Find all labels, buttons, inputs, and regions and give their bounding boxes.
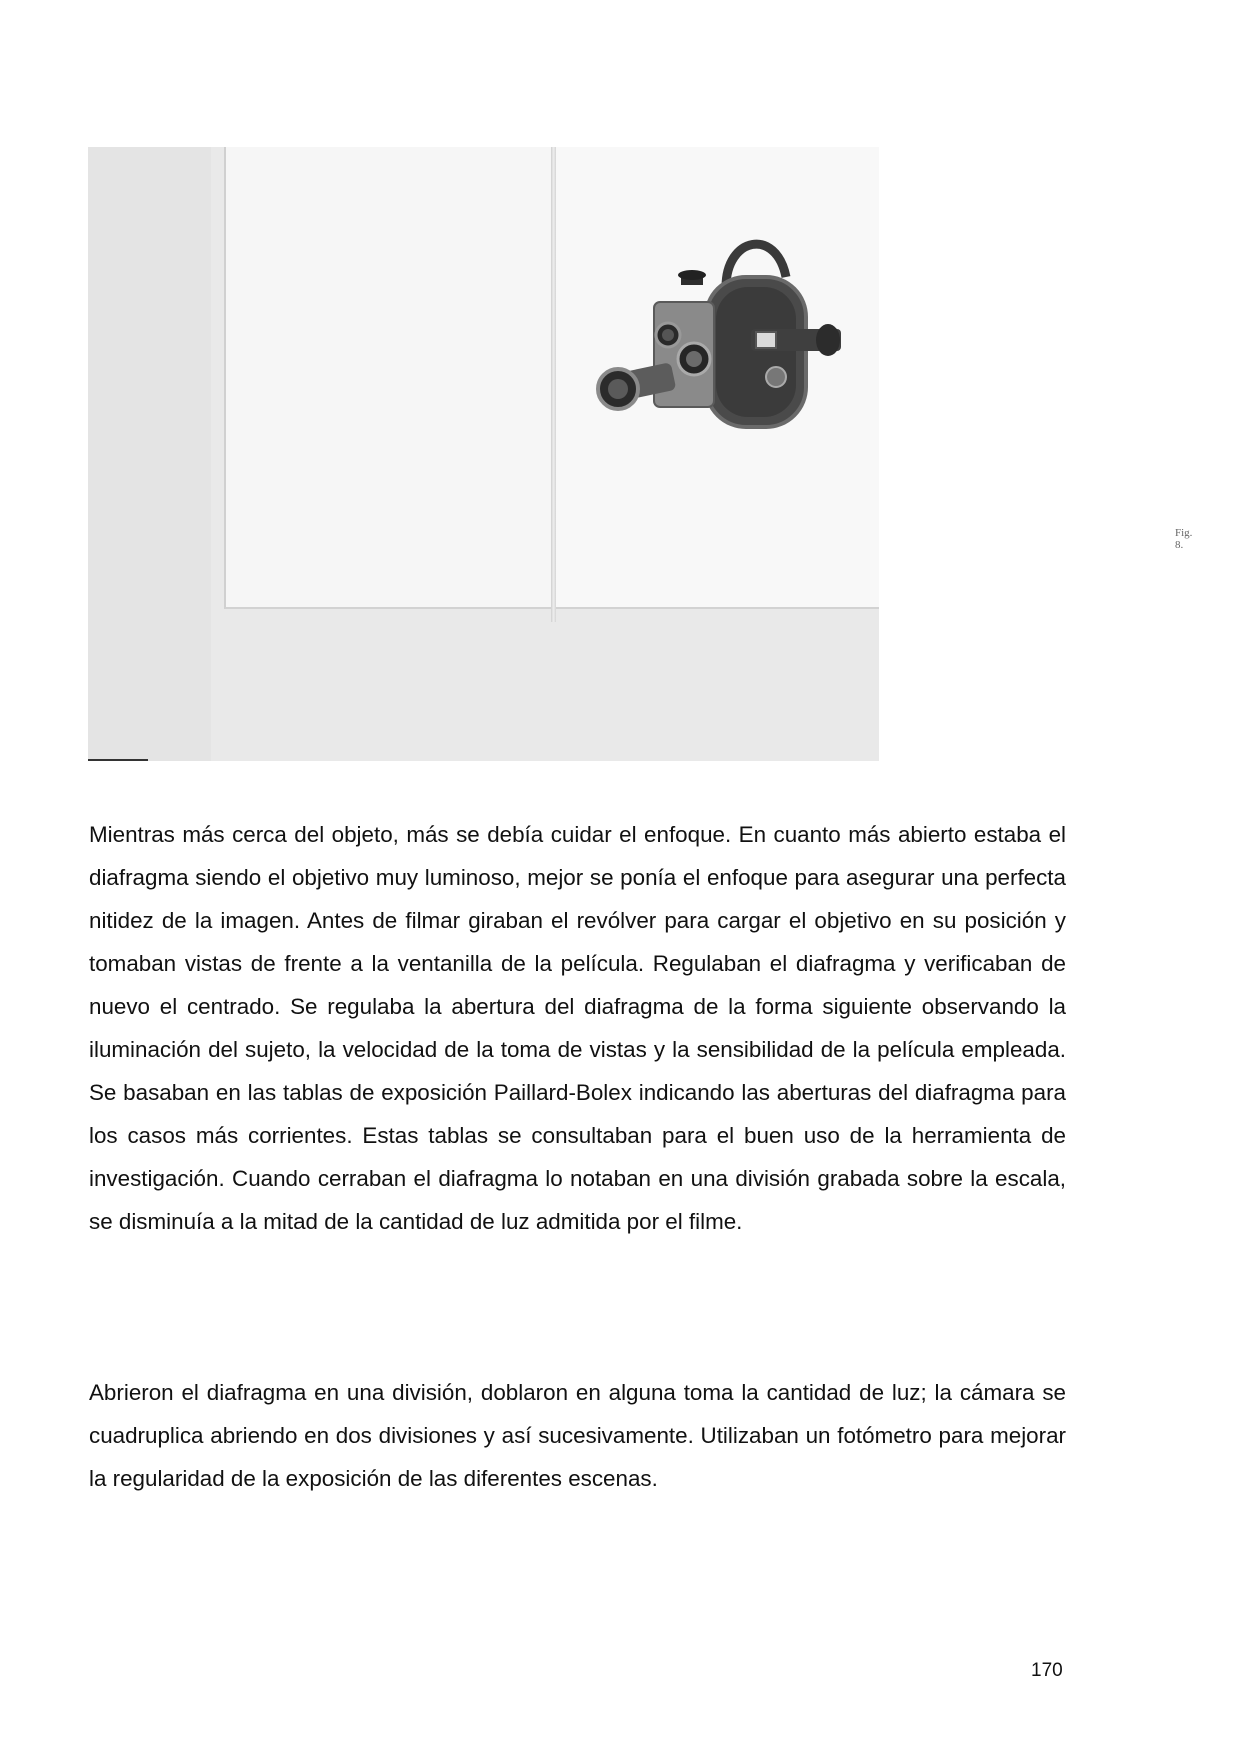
scan-edge-line xyxy=(88,759,148,761)
figure-label: Fig. 8. xyxy=(1175,527,1193,551)
blank-left-page xyxy=(224,147,555,609)
background-shadow xyxy=(88,147,211,761)
page-number: 170 xyxy=(1031,1660,1063,1681)
scanned-booklet-photo xyxy=(88,147,1193,761)
paragraph-2: Abrieron el diafragma en una división, doblaron en alguna toma la cantidad de luz; la cámara se cuadruplica abriendo en dos divisiones y así sucesivamente. Utilizaban un fotómetro para mejorar la regularidad de la exposición de las diferentes escenas. xyxy=(89,1380,1066,1491)
paragraph-1: Mientras más cerca del objeto, más se debía cuidar el enfoque. En cuanto más abierto estaba el diafragma siendo el objetivo muy luminoso, mejor se ponía el enfoque para asegurar una perfecta nitidez de la imagen. Antes de filmar giraban el revólver para cargar el objetivo en su posición y tomaban vistas de frente a la ventanilla de la película. Regulaban el diafragma y verificaban de nuevo el centrado. Se regulaba la abertura del diafragma de la forma siguiente observando la iluminación del sujeto, la velocidad de la toma de vistas y la sensibilidad de la película empleada. Se basaban en las tablas de exposición Paillard-Bolex indicando las aberturas del diafragma para los casos más corrientes. Estas tablas se consultaban para el buen uso de la herramienta de investigación. Cuando cerraban el diafragma lo notaban en una división grabada sobre la escala, se disminuía a la mitad de la cantidad de luz admitida por el filme. xyxy=(89,822,1066,1234)
booklet-spine xyxy=(551,147,556,622)
camera-icon xyxy=(576,217,856,447)
